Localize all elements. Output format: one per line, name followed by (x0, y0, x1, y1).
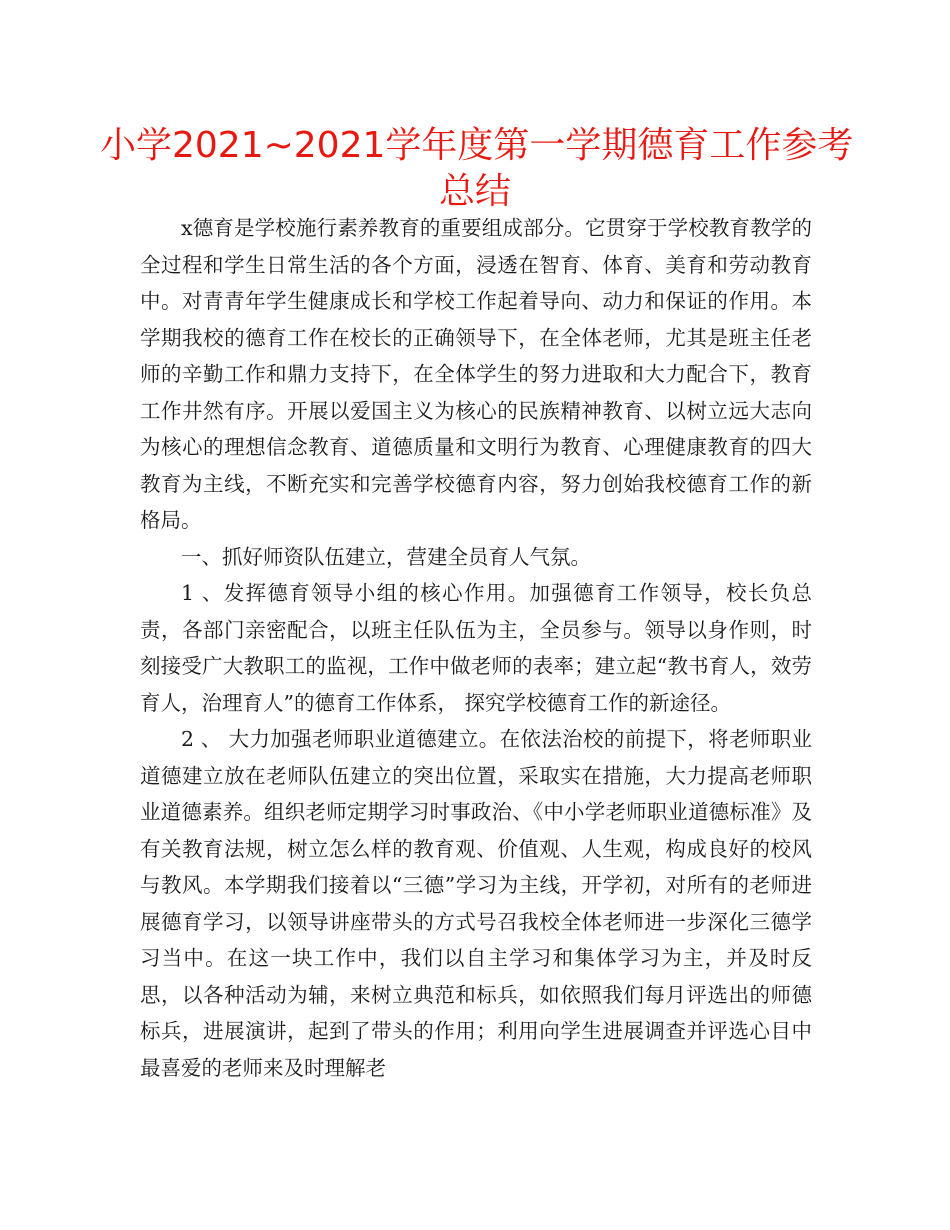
document-title-line-1: 小学2021~2021学年度第一学期德育工作参考 (100, 125, 854, 166)
paragraph-item-2: 2 、 大力加强老师职业道德建立。在依法治校的前提下，将老师职业道德建立放在老师队伍建立的突出位置，采取实在措施，大力提高老师职业道德素养。组织老师定期学习时事政治、《中小学老师职业道德标准》及有关教育法规，树立怎么样的教育观、价值观、人生观，构成良好的校风与教风。本学期我们接着以“三德”学习为主线，开学初，对所有的老师进展德育学习，以领导讲座带头的方式号召我校全体老师进一步深化三德学习当中。在这一块工作中，我们以自主学习和集体学习为主，并及时反思，以各种活动为辅，来树立典范和标兵，如依照我们每月评选出的师德标兵，进展演讲，起到了带头的作用；利用向学生进展调查并评选心目中最喜爱的老师来及时理解老 (140, 727, 812, 1080)
paragraph-intro: x德育是学校施行素养教育的重要组成部分。它贯穿于学校教育教学的全过程和学生日常生活的各个方面，浸透在智育、体育、美育和劳动教育中。对青青年学生健康成长和学校工作起着导向、动力和保证的作用。本学期我校的德育工作在校长的正确领导下，在全体老师，尤其是班主任老师的辛勤工作和鼎力支持下，在全体学生的努力进取和大力配合下，教育工作井然有序。开展以爱国主义为核心的民族精神教育、以树立远大志向为核心的理想信念教育、道德质量和文明行为教育、心理健康教育的四大教育为主线，不断充实和完善学校德育内容，努力创始我校德育工作的新格局。 (140, 216, 812, 532)
paragraph-item-1: 1 、发挥德育领导小组的核心作用。加强德育工作领导，校长负总责，各部门亲密配合，以班主任队伍为主，全员参与。领导以身作则，时刻接受广大教职工的监视，工作中做老师的表率；建立起“教书育人，效劳育人，治理育人”的德育工作体系， 探究学校德育工作的新途径。 (140, 581, 812, 715)
section-heading-1: 一、抓好师资队伍建立，营建全员育人气氛。 (181, 544, 591, 569)
document-title-line-2: 总结 (438, 171, 511, 212)
document-body (140, 210, 812, 1086)
